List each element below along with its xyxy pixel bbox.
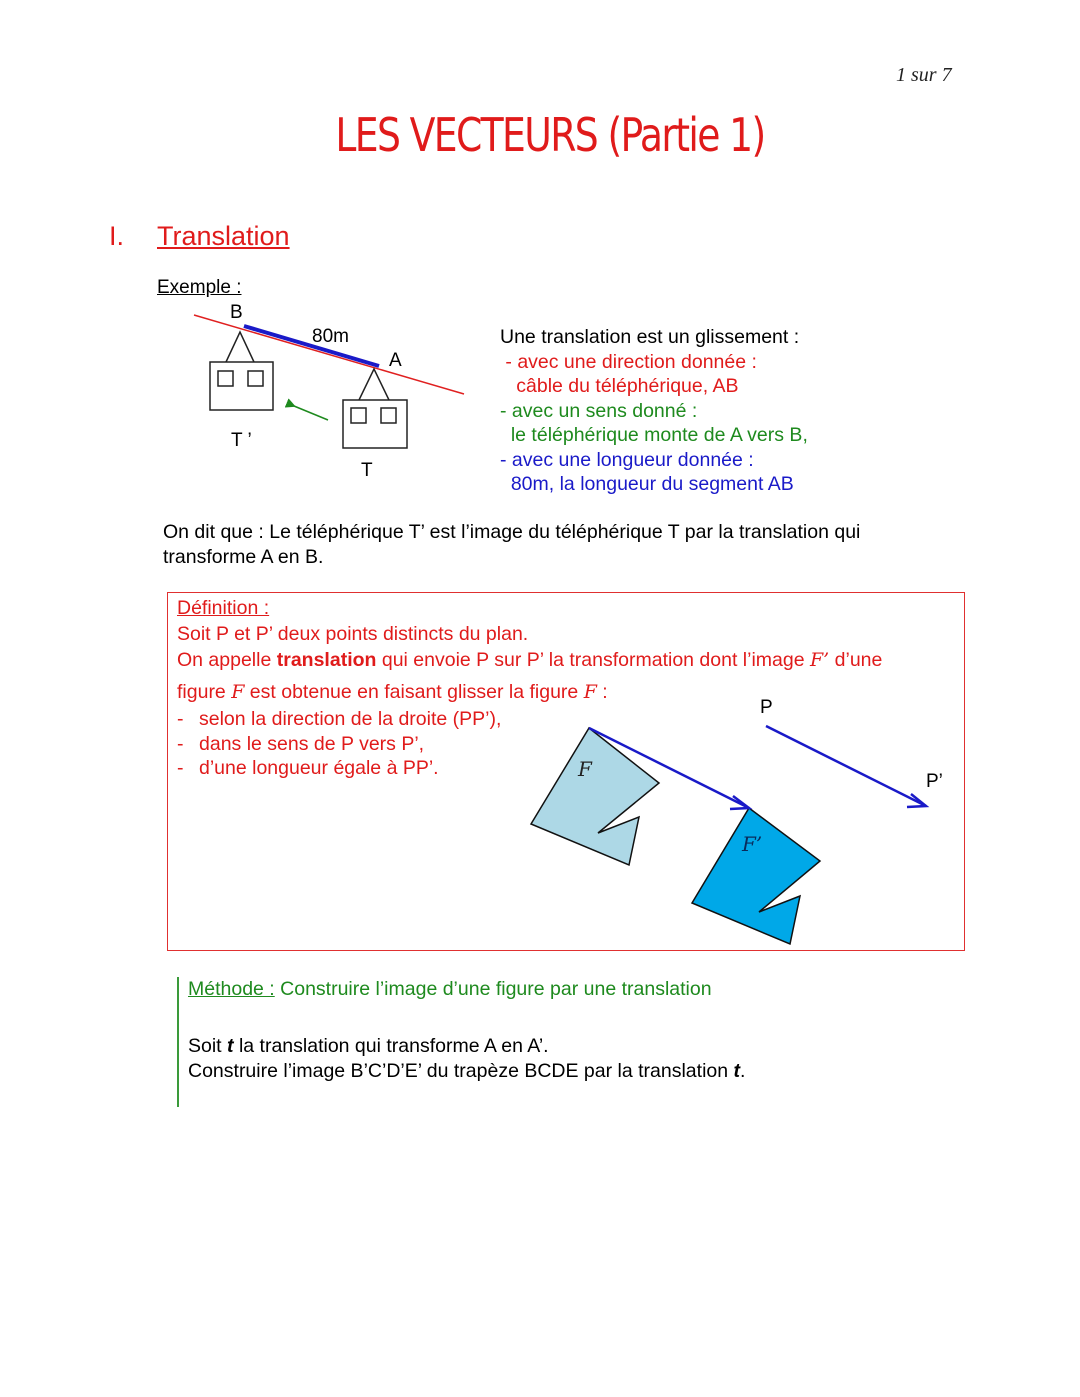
point-a-label: A (389, 350, 402, 371)
line2-pre: Construire l’image B’C’D’E’ du trapèze BCDE par la translation (188, 1060, 734, 1082)
length-line-2: 80m, la longueur du segment AB (500, 473, 794, 495)
page-number: 1 sur 7 (896, 64, 952, 86)
exercise-line-1 (188, 1034, 745, 1059)
point-b-label: B (230, 302, 243, 323)
figure-symbol-2: F (583, 681, 597, 703)
direction-line-2: câble du téléphérique, AB (500, 375, 739, 397)
line3-pre: figure (177, 681, 232, 703)
bullet-text: d’une longueur égale à PP’. (199, 757, 439, 779)
length-line-1: - avec une longueur donnée : (500, 448, 754, 471)
bullet-text: dans le sens de P vers P’, (199, 732, 425, 755)
translation-term: translation (276, 649, 377, 671)
conclusion-line-1: On dit que : Le téléphérique T’ est l’image du téléphérique T par la translation qui (163, 521, 861, 543)
definition-heading: Définition : (177, 597, 270, 619)
cabin-t-label: T (361, 460, 373, 481)
example-label: Exemple : (157, 277, 242, 298)
section-title: Translation (157, 221, 290, 251)
length-label: 80m (312, 326, 349, 347)
explanation-intro: Une translation est un glissement : (500, 326, 800, 348)
definition-line-1: Soit P et P’ deux points distincts du plan. (177, 623, 529, 645)
sense-line-2: le téléphérique monte de A vers B, (500, 424, 808, 446)
line2-pre: On appelle (177, 649, 277, 671)
method-heading: Méthode : (188, 978, 275, 1000)
bullet-dash: - (177, 708, 184, 730)
bullet-text: selon la direction de la droite (PP’), (199, 708, 502, 730)
point-p-prime-label: P’ (926, 771, 943, 792)
translation-variable: t (733, 1060, 741, 1082)
exercise-text (188, 1034, 745, 1084)
vector-pp-prime (766, 726, 926, 807)
shape-f-prime-label: F’ (742, 832, 763, 856)
figure-image-symbol: F’ (810, 649, 830, 671)
point-p-label: P (760, 697, 773, 718)
exercise-line-2 (188, 1059, 745, 1084)
figure-symbol: F (231, 681, 245, 703)
direction-line-1: - avec une direction donnée : (500, 350, 757, 373)
bullet-dash: - (177, 757, 184, 779)
translation-variable: t (227, 1035, 234, 1057)
shape-f-label: F (578, 757, 592, 781)
line1-pre: Soit (188, 1035, 228, 1057)
line2-post: . (740, 1060, 746, 1082)
method-left-bar (177, 977, 179, 1107)
method-title: Construire l’image d’une figure par une translation (274, 978, 712, 1000)
line3-post: : (596, 681, 608, 703)
line1-post: la translation qui transforme A en A’. (233, 1035, 549, 1057)
method-heading-line (188, 978, 712, 1001)
sense-line-1: - avec un sens donné : (500, 399, 698, 422)
cabin-t-prime-label: T ’ (231, 430, 252, 451)
line2-post: d’une (829, 649, 883, 671)
shape-f (531, 728, 659, 865)
bullet-dash: - (177, 732, 184, 755)
conclusion-line-2: transforme A en B. (163, 545, 324, 568)
line2-mid: qui envoie P sur P’ la transformation dont l’image (376, 649, 810, 671)
page-title: LES VECTEURS (Partie 1) (335, 108, 765, 162)
line3-mid: est obtenue en faisant glisser la figure (244, 681, 584, 703)
section-number: I. (109, 221, 125, 251)
shape-f-prime (692, 808, 820, 944)
